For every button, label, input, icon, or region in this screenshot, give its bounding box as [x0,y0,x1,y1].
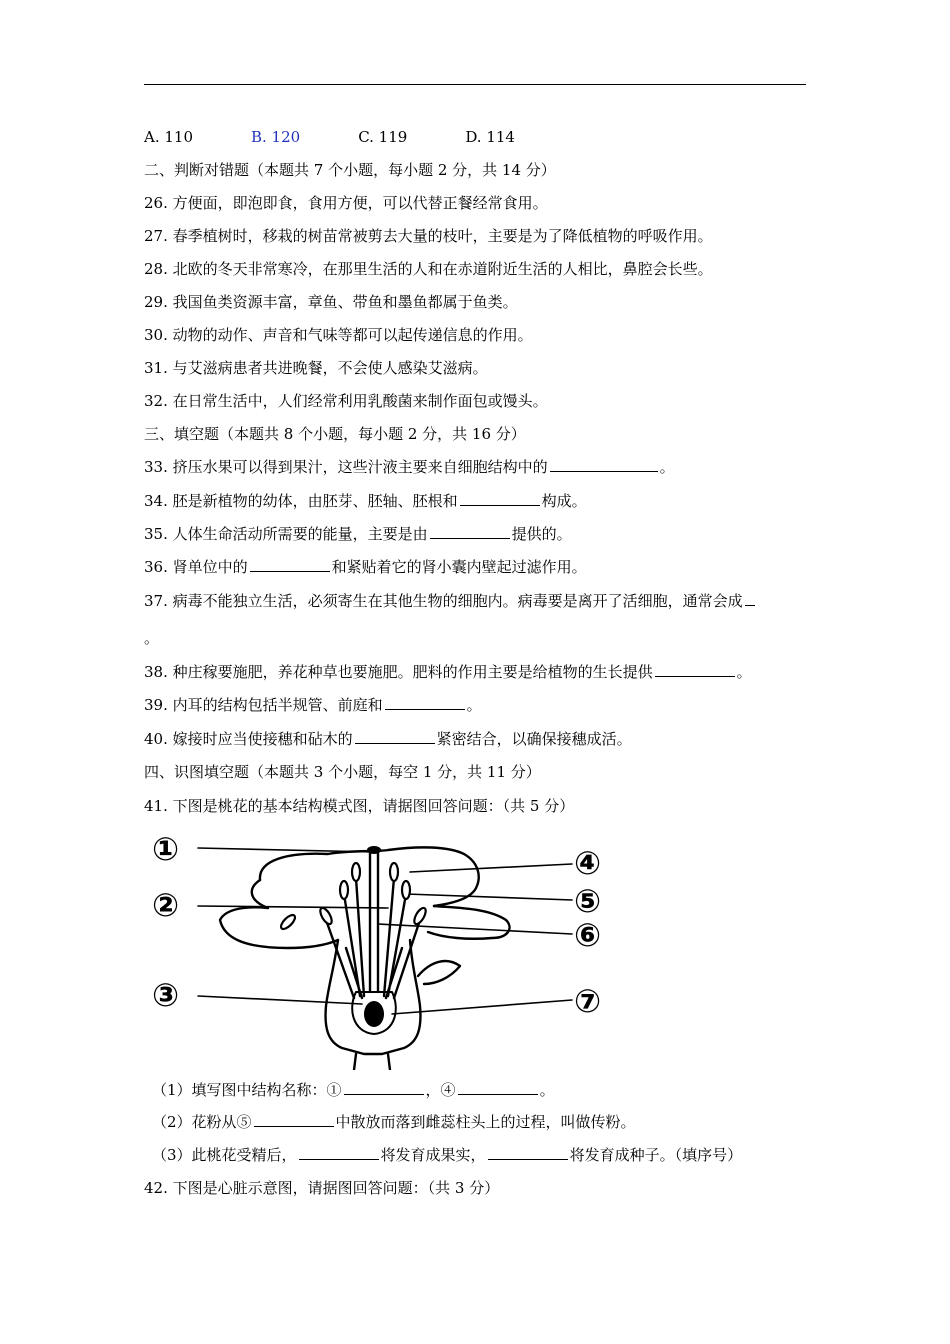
label-2: ② [152,886,180,924]
question-39-text: 39. 内耳的结构包括半规管、前庭和 [144,696,383,714]
flower-stalk [354,1054,390,1070]
question-41-1-end: 。 [539,1081,555,1099]
question-40-text: 40. 嫁接时应当使接穗和砧木的 [144,730,353,748]
answer-options [144,127,573,147]
section2-heading: 二、判断对错题（本题共 7 个小题，每小题 2 分，共 14 分） [144,161,556,179]
question-34 [144,491,587,511]
question-41-2 [152,1112,636,1132]
option-c[interactable]: C. 119 [358,128,408,146]
question-34-text: 34. 胚是新植物的幼体，由胚芽、胚轴、胚根和 [144,492,458,510]
answer-blank[interactable] [344,1080,424,1095]
leader-1 [198,848,374,852]
stigma [367,846,381,854]
label-4: ④ [574,844,602,882]
anther [412,906,428,926]
answer-blank[interactable] [550,457,658,472]
answer-blank[interactable] [299,1145,379,1160]
answer-blank[interactable] [458,1080,538,1095]
question-32: 32. 在日常生活中，人们经常利用乳酸菌来制作面包或馒头。 [144,392,548,410]
section3-heading: 三、填空题（本题共 8 个小题，每小题 2 分，共 16 分） [144,425,526,443]
answer-blank[interactable] [460,491,540,506]
option-d[interactable]: D. 114 [465,128,515,146]
petal-right [428,906,510,939]
question-31: 31. 与艾滋病患者共进晚餐，不会使人感染艾滋病。 [144,359,488,377]
leader-4 [410,864,572,872]
anther [402,881,410,899]
question-40 [144,729,632,749]
question-38-text: 38. 种庄稼要施肥，养花种草也要施肥。肥料的作用主要是给植物的生长提供 [144,663,653,681]
question-33-end: 。 [659,458,675,476]
option-b[interactable]: B. 120 [251,128,301,146]
anther [318,906,334,926]
label-5: ⑤ [574,882,602,920]
answer-blank[interactable] [430,524,510,539]
question-41-3-end: 将发育成种子。（填序号） [569,1146,743,1164]
question-41-1-mid: ，④ [425,1081,456,1099]
answer-blank[interactable] [385,695,465,710]
anther [279,913,297,931]
style [370,852,378,992]
question-36 [144,557,587,577]
label-1: ① [152,830,180,868]
question-33 [144,457,675,477]
question-26: 26. 方便面，即泡即食，食用方便，可以代替正餐经常食用。 [144,194,548,212]
question-37-text: 37. 病毒不能独立生活，必须寄生在其他生物的细胞内。病毒要是离开了活细胞，通常会成 [144,592,743,610]
answer-blank[interactable] [488,1145,568,1160]
section4-heading: 四、识图填空题（本题共 3 个小题，每空 1 分，共 11 分） [144,763,541,781]
leader-6 [378,924,572,934]
question-39 [144,695,482,715]
question-36-end: 和紧贴着它的肾小囊内壁起过滤作用。 [331,558,587,576]
question-41: 41. 下图是桃花的基本结构模式图，请据图回答问题：（共 5 分） [144,797,575,815]
question-37 [144,591,757,611]
question-41-2-text: （2）花粉从⑤ [152,1113,252,1131]
answer-blank[interactable] [254,1112,334,1127]
question-36-text: 36. 肾单位中的 [144,558,248,576]
question-28: 28. 北欧的冬天非常寒冷，在那里生活的人和在赤道附近生活的人相比，鼻腔会长些。 [144,260,713,278]
question-35-end: 提供的。 [511,525,572,543]
option-a[interactable]: A. 110 [144,128,193,146]
anther [390,863,398,881]
question-41-3-text: （3）此桃花受精后， [152,1146,297,1164]
answer-blank[interactable] [250,557,330,572]
question-27: 27. 春季植树时，移栽的树苗常被剪去大量的枝叶，主要是为了降低植物的呼吸作用。 [144,227,713,245]
question-34-end: 构成。 [541,492,587,510]
answer-blank[interactable] [745,591,755,606]
leader-2 [198,906,388,908]
question-35 [144,524,572,544]
ovule [364,1001,384,1027]
header-rule [144,84,806,85]
question-41-3-mid: 将发育成果实， [380,1146,486,1164]
question-35-text: 35. 人体生命活动所需要的能量，主要是由 [144,525,428,543]
question-42: 42. 下图是心脏示意图，请据图回答问题：（共 3 分） [144,1179,500,1197]
answer-blank[interactable] [655,662,735,677]
leader-5 [406,894,572,900]
answer-blank[interactable] [355,729,435,744]
label-7: ⑦ [574,982,602,1020]
leader-3 [198,996,362,1004]
label-3: ③ [152,976,180,1014]
question-39-end: 。 [466,696,482,714]
label-6: ⑥ [574,916,602,954]
anther [352,863,360,881]
question-40-end: 紧密结合，以确保接穗成活。 [436,730,632,748]
question-38 [144,662,752,682]
question-41-1-text: （1）填写图中结构名称：① [152,1081,342,1099]
question-29: 29. 我国鱼类资源丰富，章鱼、带鱼和墨鱼都属于鱼类。 [144,293,518,311]
peach-flower-diagram [148,828,618,1070]
question-41-2-end: 中散放而落到雌蕊柱头上的过程，叫做传粉。 [335,1113,636,1131]
question-41-3 [152,1145,742,1165]
question-33-text: 33. 挤压水果可以得到果汁，这些汁液主要来自细胞结构中的 [144,458,548,476]
question-41-1 [152,1080,555,1100]
anther [340,881,348,899]
question-38-end: 。 [736,663,752,681]
question-30: 30. 动物的动作、声音和气味等都可以起传递信息的作用。 [144,326,533,344]
petal-right-small [418,961,460,984]
question-37-continued: 。 [144,629,160,647]
